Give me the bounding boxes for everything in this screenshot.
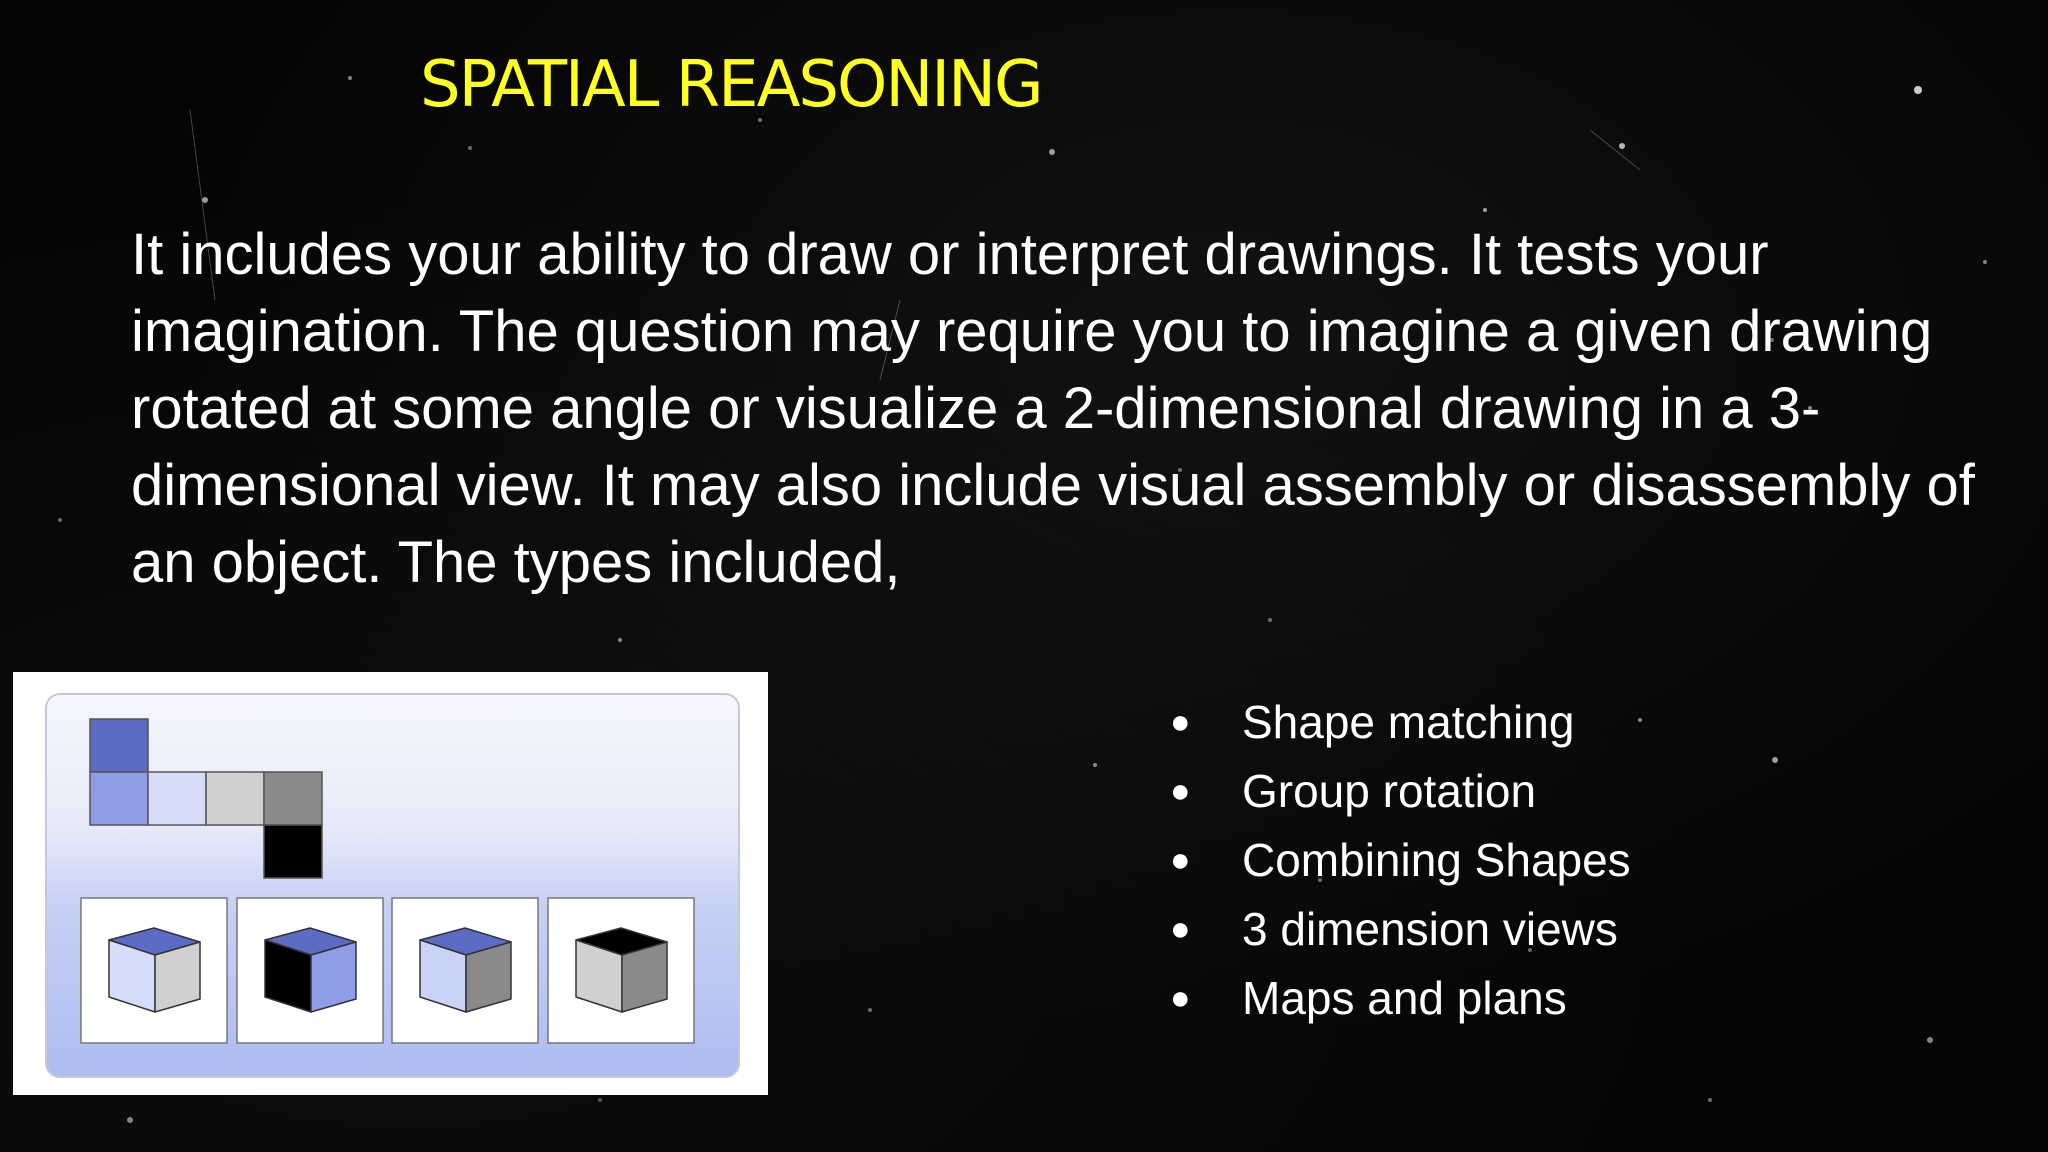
cube-net-puzzle-image bbox=[13, 672, 768, 1095]
cube-net-puzzle-icon bbox=[13, 672, 768, 1095]
body-paragraph: It includes your ability to draw or interpret drawings. It tests your imagination. The question may require you to imagine a given drawing rotated at some angle or visualize a 2-dimensional drawing in a 3-dimensional view. It may also include visual assembly or disassembly of an object. The types included, bbox=[131, 222, 1975, 595]
list-item-label: Maps and plans bbox=[1242, 972, 1567, 1024]
bullet-icon: ● bbox=[1170, 979, 1191, 1017]
list-item-label: 3 dimension views bbox=[1242, 903, 1618, 955]
list-item bbox=[1160, 964, 1631, 1033]
list-item-label: Shape matching bbox=[1242, 696, 1575, 748]
bullet-icon: ● bbox=[1170, 841, 1191, 879]
list-item bbox=[1160, 688, 1631, 757]
bullet-icon: ● bbox=[1170, 772, 1191, 810]
list-item-label: Group rotation bbox=[1242, 765, 1537, 817]
list-item bbox=[1160, 895, 1631, 964]
list-item bbox=[1160, 757, 1631, 826]
slide-title: SPATIAL REASONING bbox=[420, 48, 1042, 122]
bullet-icon: ● bbox=[1170, 703, 1191, 741]
types-list bbox=[1160, 688, 1631, 1033]
list-item bbox=[1160, 826, 1631, 895]
bullet-icon: ● bbox=[1170, 910, 1191, 948]
list-item-label: Combining Shapes bbox=[1242, 834, 1631, 886]
